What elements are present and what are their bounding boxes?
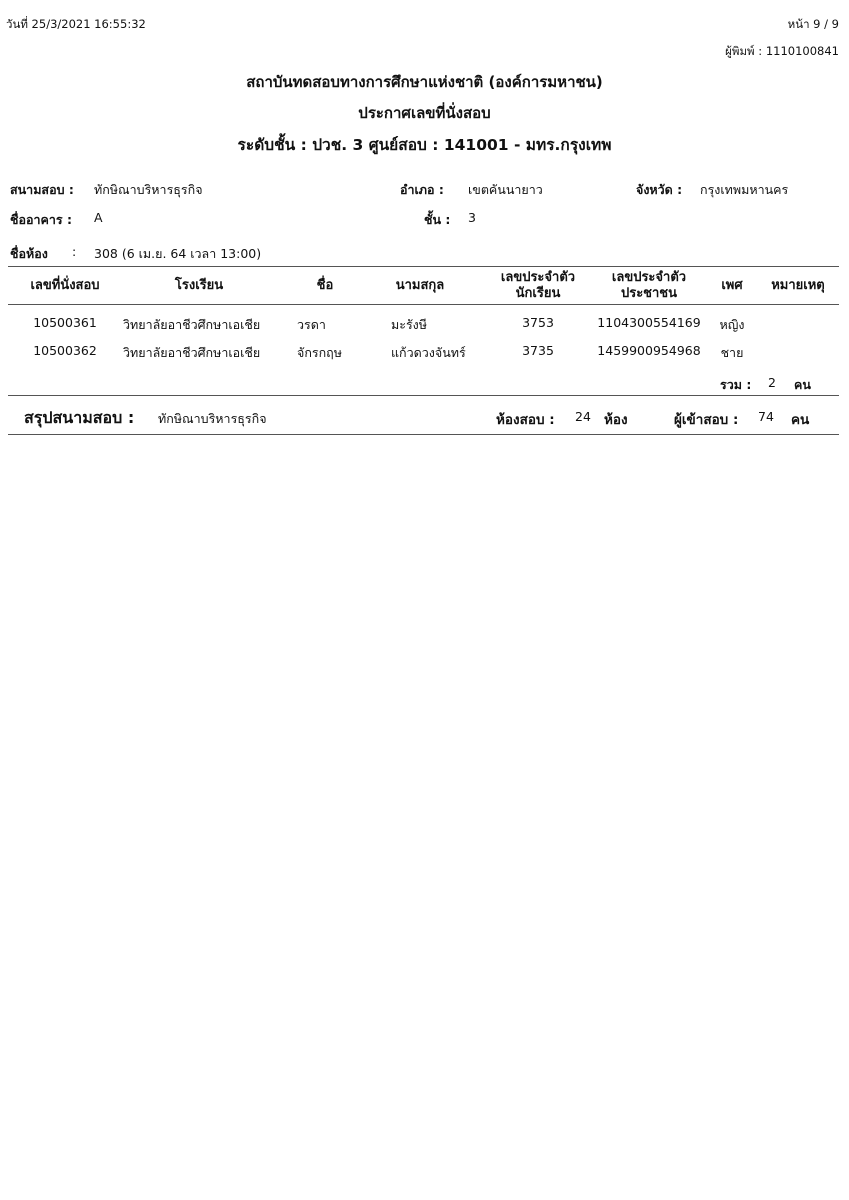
venue-value: ทักษิณาบริหารธุรกิจ	[94, 182, 203, 197]
cell-seat: 10500362	[33, 343, 97, 358]
examinees-unit: คน	[791, 412, 810, 428]
venue-label: สนามสอบ :	[10, 182, 74, 197]
building-label: ชื่ออาคาร :	[10, 212, 72, 227]
level-center-title: ระดับชั้น : ปวช. 3 ศูนย์สอบ : 141001 - มทร.กรุงเทพ	[237, 136, 612, 154]
table-top-rule	[8, 266, 839, 267]
rooms-unit: ห้อง	[604, 412, 628, 428]
printed-date: วันที่ 25/3/2021 16:55:32	[6, 17, 146, 31]
announcement-title: ประกาศเลขที่นั่งสอบ	[358, 104, 491, 122]
header-citizen-id-line2: ประชาชน	[620, 286, 678, 301]
province-label: จังหวัด :	[636, 182, 683, 197]
cell-school: วิทยาลัยอาชีวศึกษาเอเชีย	[123, 345, 261, 360]
cell-citizen-id: 1104300554169	[597, 315, 701, 330]
header-name: ชื่อ	[316, 278, 334, 293]
examinees-value: 74	[758, 409, 774, 424]
cell-student-id: 3735	[522, 343, 554, 358]
summary-top-rule	[8, 395, 839, 396]
header-citizen-id	[594, 270, 704, 302]
summary-label: สรุปสนามสอบ :	[24, 408, 135, 427]
cell-name: จักรกฤษ	[297, 345, 342, 360]
floor-label: ชั้น :	[424, 212, 451, 227]
total-value: 2	[768, 375, 776, 390]
page-number: หน้า 9 / 9	[787, 17, 839, 31]
district-label: อำเภอ :	[400, 182, 444, 197]
rooms-value: 24	[575, 409, 591, 424]
institute-title: สถาบันทดสอบทางการศึกษาแห่งชาติ (องค์การมหาชน)	[246, 73, 603, 91]
district-value: เขตคันนายาว	[468, 182, 543, 197]
examinees-label: ผู้เข้าสอบ :	[674, 412, 739, 428]
cell-surname: มะรังษี	[391, 317, 428, 332]
summary-venue: ทักษิณาบริหารธุรกิจ	[158, 411, 267, 426]
cell-surname: แก้วดวงจันทร์	[391, 345, 466, 360]
header-student-id	[488, 270, 588, 302]
total-unit: คน	[794, 377, 811, 392]
cell-gender: ชาย	[720, 345, 744, 360]
header-surname: นามสกุล	[395, 278, 445, 293]
header-seat: เลขที่นั่งสอบ	[30, 278, 100, 293]
header-citizen-id-line1: เลขประจำตัว	[611, 270, 687, 285]
floor-value: 3	[468, 210, 476, 225]
header-school: โรงเรียน	[174, 278, 224, 293]
header-student-id-line2: นักเรียน	[515, 286, 561, 301]
table-header-rule	[8, 304, 839, 305]
cell-gender: หญิง	[719, 317, 745, 332]
room-label: ชื่อห้อง	[10, 246, 48, 261]
header-note: หมายเหตุ	[771, 278, 825, 293]
header-gender: เพศ	[721, 278, 743, 293]
total-label: รวม :	[720, 377, 752, 392]
cell-seat: 10500361	[33, 315, 97, 330]
printer-id: ผู้พิมพ์ : 1110100841	[725, 44, 839, 58]
cell-school: วิทยาลัยอาชีวศึกษาเอเชีย	[123, 317, 261, 332]
room-colon: :	[72, 244, 77, 259]
building-value: A	[94, 210, 103, 225]
cell-citizen-id: 1459900954968	[597, 343, 701, 358]
rooms-label: ห้องสอบ :	[496, 412, 555, 428]
room-value: 308 (6 เม.ย. 64 เวลา 13:00)	[94, 246, 262, 261]
cell-name: วรดา	[297, 317, 326, 332]
header-student-id-line1: เลขประจำตัว	[500, 270, 576, 285]
province-value: กรุงเทพมหานคร	[700, 182, 789, 197]
summary-bottom-rule	[8, 434, 839, 435]
cell-student-id: 3753	[522, 315, 554, 330]
